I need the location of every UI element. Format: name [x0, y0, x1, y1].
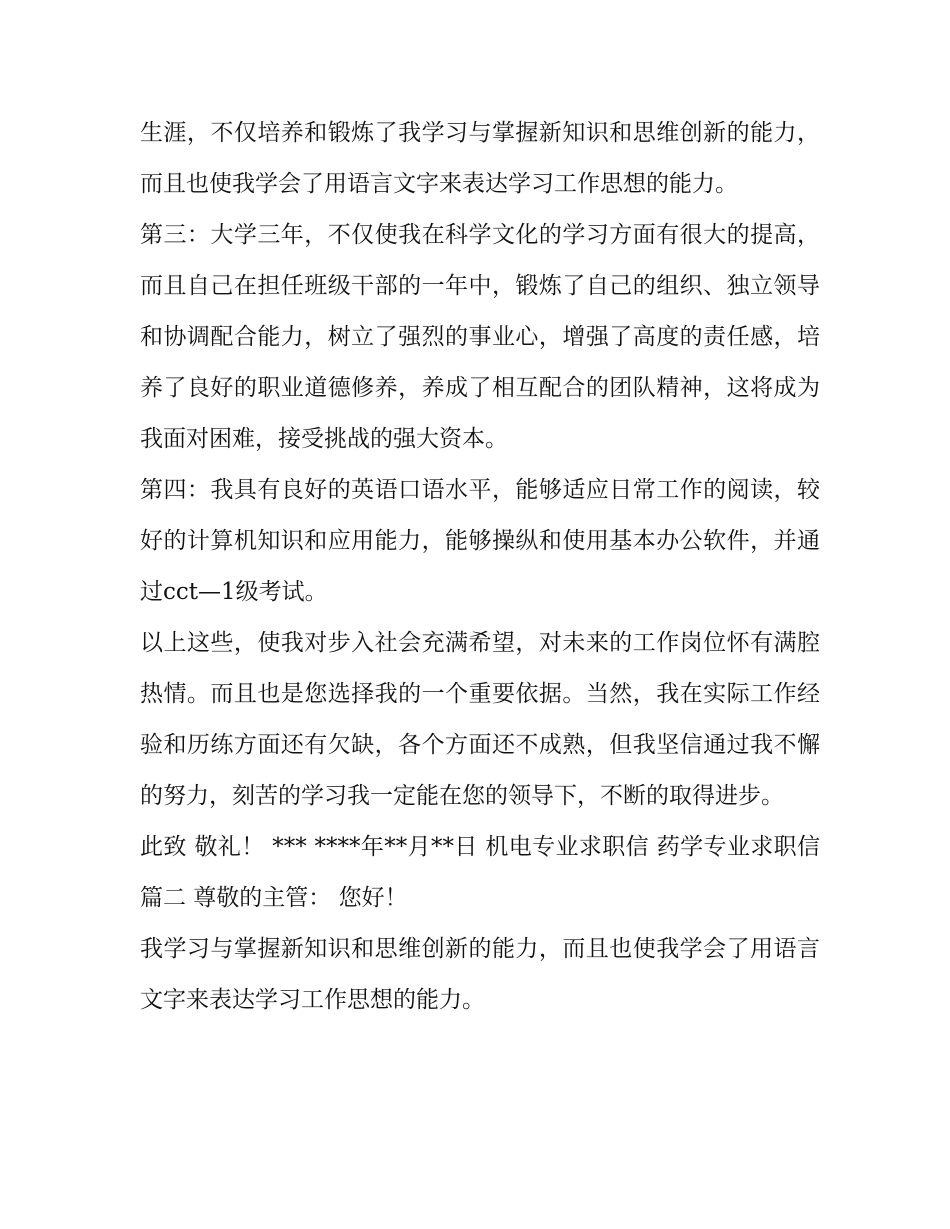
paragraph-fourth-point: 第四：我具有良好的英语口语水平，能够适应日常工作的阅读，较好的计算机知识和应用能力，能够操纵和使用基本办公软件，并通过cct—1级考试。 — [140, 477, 820, 605]
paragraph-summary: 以上这些，使我对步入社会充满希望，对未来的工作岗位怀有满腔热情。而且也是您选择我的一个重要依据。当然，我在实际工作经验和历练方面还有欠缺，各个方面还不成熟，但我坚信通过我不懈的努力，刻苦的学习我一定能在您的领导下，不断的取得进步。 — [140, 630, 820, 809]
paragraph-closing: 此致 敬礼！ *** ****年**月**日 机电专业求职信 药学专业求职信篇二 尊敬的主管： 您好！ — [140, 834, 820, 911]
paragraph-letter-two-body: 我学习与掌握新知识和思维创新的能力，而且也使我学会了用语言文字来表达学习工作思想的能力。 — [140, 936, 820, 1013]
paragraph-third-point: 第三：大学三年，不仅使我在科学文化的学习方面有很大的提高，而且自己在担任班级干部的一年中，锻炼了自己的组织、独立领导和协调配合能力，树立了强烈的事业心，增强了高度的责任感，培养了良好的职业道德修养，养成了相互配合的团队精神，这将成为我面对困难，接受挑战的强大资本。 — [140, 222, 820, 452]
document-body — [140, 108, 820, 1026]
paragraph-career-abilities: 生涯，不仅培养和锻炼了我学习与掌握新知识和思维创新的能力，而且也使我学会了用语言文字来表达学习工作思想的能力。 — [140, 120, 820, 197]
